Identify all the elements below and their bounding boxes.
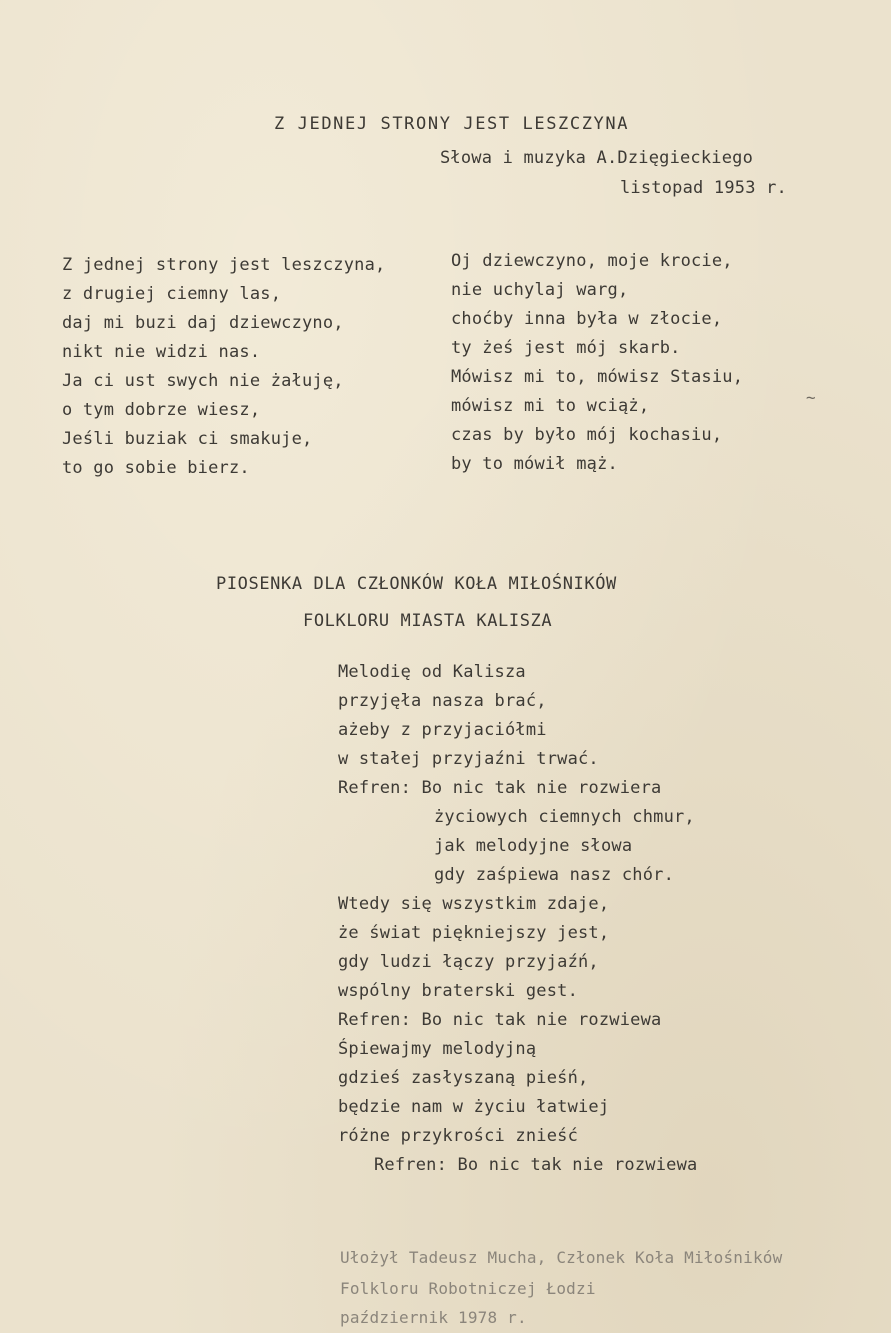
song1-title: Z JEDNEJ STRONY JEST LESZCZYNA: [274, 114, 630, 134]
song1-date: listopad 1953 r.: [620, 178, 787, 198]
footer-date: październik 1978 r.: [340, 1308, 527, 1327]
lyric-line: ty żeś jest mój skarb.: [451, 338, 681, 358]
song1-credit: Słowa i muzyka A.Dzięgieckiego: [440, 148, 754, 168]
lyric-line: choćby inna była w złocie,: [451, 309, 723, 329]
lyric-line: ażeby z przyjaciółmi: [338, 720, 547, 740]
lyric-line: wspólny braterski gest.: [338, 981, 579, 1001]
lyric-line: by to mówił mąż.: [451, 454, 618, 474]
lyric-line: przyjęła nasza brać,: [338, 691, 547, 711]
song1-stanza-right: [451, 247, 743, 479]
lyric-line: będzie nam w życiu łatwiej: [338, 1097, 610, 1117]
lyric-line: Wtedy się wszystkim zdaje,: [338, 894, 610, 914]
song2-body: [338, 658, 697, 1180]
lyric-line: gdzieś zasłyszaną pieśń,: [338, 1068, 589, 1088]
lyric-line: Z jednej strony jest leszczyna,: [62, 255, 386, 275]
refrain-line: życiowych ciemnych chmur,: [434, 807, 695, 827]
lyric-line: że świat piękniejszy jest,: [338, 923, 610, 943]
song2-title-line2: FOLKLORU MIASTA KALISZA: [303, 611, 553, 631]
refrain-line: Refren: Bo nic tak nie rozwiewa: [374, 1155, 698, 1175]
lyric-line: to go sobie bierz.: [62, 458, 250, 478]
lyric-line: Oj dziewczyno, moje krocie,: [451, 251, 733, 271]
refrain-text: Bo nic tak nie rozwiera: [421, 778, 662, 798]
lyric-line: mówisz mi to wciąż,: [451, 396, 650, 416]
refrain-line: jak melodyjne słowa: [434, 836, 633, 856]
lyric-line: nikt nie widzi nas.: [62, 342, 261, 362]
refrain-label: Refren:: [338, 778, 412, 798]
footer-author: Ułożył Tadeusz Mucha, Członek Koła Miłośników: [340, 1248, 783, 1267]
refrain-line: Refren: Bo nic tak nie rozwiewa: [338, 1010, 662, 1030]
lyric-line: Jeśli buziak ci smakuje,: [62, 429, 313, 449]
lyric-line: gdy ludzi łączy przyjaźń,: [338, 952, 599, 972]
lyric-line: z drugiej ciemny las,: [62, 284, 282, 304]
tilde-mark: ~: [806, 388, 816, 407]
lyric-line: Mówisz mi to, mówisz Stasiu,: [451, 367, 744, 387]
lyric-line: Ja ci ust swych nie żałuję,: [62, 371, 344, 391]
lyric-line: o tym dobrze wiesz,: [62, 400, 261, 420]
lyric-line: Śpiewajmy melodyjną: [338, 1039, 537, 1059]
lyric-line: Melodię od Kalisza: [338, 662, 526, 682]
lyric-line: różne przykrości znieść: [338, 1126, 579, 1146]
refrain-line: gdy zaśpiewa nasz chór.: [434, 865, 675, 885]
lyric-line: czas by było mój kochasiu,: [451, 425, 723, 445]
footer-organization: Folkloru Robotniczej Łodzi: [340, 1279, 596, 1298]
lyric-line: nie uchylaj warg,: [451, 280, 629, 300]
lyric-line: daj mi buzi daj dziewczyno,: [62, 313, 344, 333]
song2-title-line1: PIOSENKA DLA CZŁONKÓW KOŁA MIŁOŚNIKÓW: [216, 574, 617, 594]
lyric-line: w stałej przyjaźni trwać.: [338, 749, 599, 769]
refrain-line: [338, 774, 697, 803]
song1-stanza-left: [62, 251, 385, 483]
